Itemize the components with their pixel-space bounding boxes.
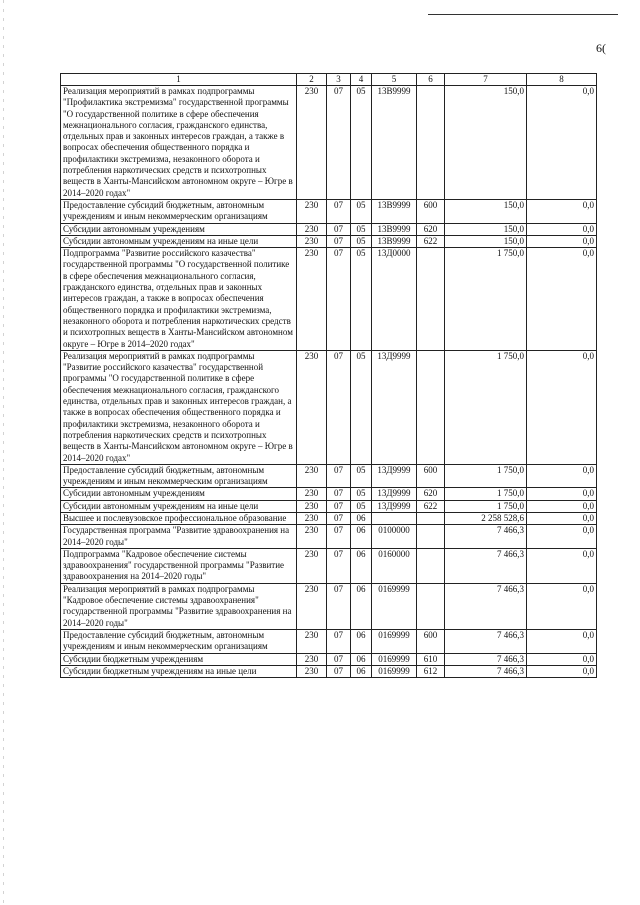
- cell-target-article: 13В9999: [372, 235, 417, 247]
- cell-ministry: 230: [297, 235, 327, 247]
- cell-amount-2: 0,0: [527, 235, 597, 247]
- page-number: 6(: [596, 41, 606, 55]
- cell-amount: 1 750,0: [445, 350, 527, 464]
- cell-amount: 7 466,3: [445, 653, 527, 665]
- cell-amount-2: 0,0: [527, 464, 597, 488]
- cell-amount-2: 0,0: [527, 500, 597, 512]
- cell-target-article: 0169999: [372, 629, 417, 653]
- cell-ministry: 230: [297, 665, 327, 677]
- cell-amount: 1 750,0: [445, 500, 527, 512]
- cell-section: 07: [327, 525, 351, 549]
- cell-target-article: 13Д9999: [372, 488, 417, 500]
- cell-subsection: 05: [351, 248, 372, 351]
- cell-subsection: 06: [351, 548, 372, 583]
- cell-name: Подпрограмма "Развитие российского казачества" государственной программы "О государственной политике в сфере обеспечения межнационального согласия, гражданского единства, отдельных прав и законных интересов граждан, а также в вопросах обеспечения общественного порядка и профилактики экстремизма, незаконного оборота и потребления наркотических средств и психотропных веществ в Ханты-Мансийском автономном округе – Югре в 2014–2020 годах": [61, 248, 297, 351]
- cell-expense-type: 622: [417, 235, 445, 247]
- cell-subsection: 06: [351, 512, 372, 524]
- cell-target-article: 13Д0000: [372, 248, 417, 351]
- cell-ministry: 230: [297, 525, 327, 549]
- cell-subsection: 06: [351, 629, 372, 653]
- cell-expense-type: 600: [417, 464, 445, 488]
- cell-subsection: 05: [351, 350, 372, 464]
- column-header: 5: [372, 74, 417, 86]
- cell-subsection: 05: [351, 500, 372, 512]
- cell-ministry: 230: [297, 583, 327, 629]
- cell-amount-2: 0,0: [527, 665, 597, 677]
- table-row: [61, 235, 597, 247]
- table-row: [61, 464, 597, 488]
- table-row: [61, 583, 597, 629]
- cell-name: Субсидии автономным учреждениям на иные цели: [61, 235, 297, 247]
- cell-name: Реализация мероприятий в рамках подпрограммы "Профилактика экстремизма" государственной программы "О государственной политике в сфере обеспечения межнационального согласия, гражданского единства, отдельных прав и законных интересов граждан, а также в вопросах обеспечения общественного порядка и профилактики экстремизма, незаконного оборота и потребления наркотических средств и психотропных веществ в Ханты-Мансийском автономном округе – Югре в 2014–2020 годах": [61, 86, 297, 200]
- cell-expense-type: 610: [417, 653, 445, 665]
- cell-expense-type: [417, 350, 445, 464]
- cell-amount: 7 466,3: [445, 665, 527, 677]
- cell-subsection: 06: [351, 653, 372, 665]
- cell-target-article: 0169999: [372, 653, 417, 665]
- cell-expense-type: 600: [417, 629, 445, 653]
- cell-ministry: 230: [297, 199, 327, 223]
- cell-amount: 1 750,0: [445, 248, 527, 351]
- cell-target-article: 13В9999: [372, 199, 417, 223]
- cell-section: 07: [327, 235, 351, 247]
- cell-section: 07: [327, 500, 351, 512]
- cell-subsection: 05: [351, 223, 372, 235]
- cell-amount: 1 750,0: [445, 464, 527, 488]
- cell-subsection: 06: [351, 583, 372, 629]
- cell-expense-type: [417, 583, 445, 629]
- cell-name: Реализация мероприятий в рамках подпрограммы "Кадровое обеспечение системы здравоохранения" государственной программы "Развитие здравоохранения на 2014–2020 годы": [61, 583, 297, 629]
- cell-expense-type: 612: [417, 665, 445, 677]
- cell-expense-type: [417, 525, 445, 549]
- cell-name: Государственная программа "Развитие здравоохранения на 2014–2020 годы": [61, 525, 297, 549]
- table-row: [61, 350, 597, 464]
- cell-amount-2: 0,0: [527, 548, 597, 583]
- cell-expense-type: 600: [417, 199, 445, 223]
- cell-amount: 7 466,3: [445, 548, 527, 583]
- cell-section: 07: [327, 464, 351, 488]
- cell-ministry: 230: [297, 248, 327, 351]
- cell-target-article: 13Д9999: [372, 500, 417, 512]
- cell-target-article: 13Д9999: [372, 464, 417, 488]
- table-row: [61, 525, 597, 549]
- table-row: [61, 223, 597, 235]
- cell-ministry: 230: [297, 500, 327, 512]
- cell-name: Предоставление субсидий бюджетным, автономным учреждениям и иным некоммерческим организациям: [61, 629, 297, 653]
- column-header: 6: [417, 74, 445, 86]
- cell-section: 07: [327, 512, 351, 524]
- cell-name: Субсидии бюджетным учреждениям: [61, 653, 297, 665]
- header-row: [61, 74, 597, 86]
- cell-amount-2: 0,0: [527, 653, 597, 665]
- cell-amount-2: 0,0: [527, 248, 597, 351]
- cell-amount: 150,0: [445, 199, 527, 223]
- cell-section: 07: [327, 583, 351, 629]
- cell-expense-type: 622: [417, 500, 445, 512]
- cell-ministry: 230: [297, 488, 327, 500]
- cell-name: Предоставление субсидий бюджетным, автономным учреждениям и иным некоммерческим организациям: [61, 464, 297, 488]
- cell-target-article: 0100000: [372, 525, 417, 549]
- cell-target-article: 13Д9999: [372, 350, 417, 464]
- table-row: [61, 629, 597, 653]
- cell-ministry: 230: [297, 223, 327, 235]
- cell-subsection: 05: [351, 488, 372, 500]
- cell-section: 07: [327, 86, 351, 200]
- cell-amount: 150,0: [445, 235, 527, 247]
- table-row: [61, 86, 597, 200]
- cell-target-article: 0169999: [372, 665, 417, 677]
- table-row: [61, 665, 597, 677]
- column-header: 8: [527, 74, 597, 86]
- cell-target-article: 13В9999: [372, 223, 417, 235]
- cell-subsection: 06: [351, 665, 372, 677]
- table-row: [61, 199, 597, 223]
- cell-section: 07: [327, 488, 351, 500]
- cell-section: 07: [327, 548, 351, 583]
- cell-name: Предоставление субсидий бюджетным, автономным учреждениям и иным некоммерческим организациям: [61, 199, 297, 223]
- cell-section: 07: [327, 223, 351, 235]
- cell-amount: 7 466,3: [445, 629, 527, 653]
- cell-name: Высшее и послевузовское профессиональное образование: [61, 512, 297, 524]
- cell-expense-type: [417, 512, 445, 524]
- cell-amount-2: 0,0: [527, 512, 597, 524]
- cell-amount: 7 466,3: [445, 583, 527, 629]
- cell-ministry: 230: [297, 653, 327, 665]
- column-header: 3: [327, 74, 351, 86]
- cell-amount-2: 0,0: [527, 199, 597, 223]
- cell-name: Реализация мероприятий в рамках подпрограммы "Развитие российского казачества" государственной программы "О государственной политике в сфере обеспечения межнационального согласия, гражданского единства, отдельных прав и законных интересов граждан, а также в вопросах обеспечения общественного порядка и профилактики экстремизма, незаконного оборота и потребления наркотических средств и психотропных веществ в Ханты-Мансийском автономном округе – Югре в 2014–2020 годах": [61, 350, 297, 464]
- table-row: [61, 488, 597, 500]
- cell-amount: 1 750,0: [445, 488, 527, 500]
- cell-name: Подпрограмма "Кадровое обеспечение системы здравоохранения" государственной программы "Развитие здравоохранения на 2014–2020 годы": [61, 548, 297, 583]
- column-header: 7: [445, 74, 527, 86]
- cell-amount: 150,0: [445, 223, 527, 235]
- column-header: 2: [297, 74, 327, 86]
- cell-subsection: 05: [351, 464, 372, 488]
- cell-section: 07: [327, 248, 351, 351]
- table-body: [61, 86, 597, 678]
- cell-target-article: 13В9999: [372, 86, 417, 200]
- cell-amount-2: 0,0: [527, 629, 597, 653]
- cell-section: 07: [327, 665, 351, 677]
- table-row: [61, 248, 597, 351]
- cell-ministry: 230: [297, 464, 327, 488]
- cell-amount-2: 0,0: [527, 350, 597, 464]
- cell-ministry: 230: [297, 512, 327, 524]
- cell-subsection: 06: [351, 525, 372, 549]
- cell-section: 07: [327, 199, 351, 223]
- top-rule: [428, 14, 618, 15]
- cell-amount-2: 0,0: [527, 223, 597, 235]
- cell-expense-type: 620: [417, 488, 445, 500]
- cell-ministry: 230: [297, 548, 327, 583]
- budget-table: [60, 73, 597, 678]
- scan-edge-marks: [3, 0, 4, 905]
- table-row: [61, 653, 597, 665]
- cell-amount-2: 0,0: [527, 86, 597, 200]
- table-row: [61, 548, 597, 583]
- cell-expense-type: [417, 548, 445, 583]
- cell-amount-2: 0,0: [527, 525, 597, 549]
- table-row: [61, 512, 597, 524]
- cell-subsection: 05: [351, 235, 372, 247]
- column-header: 1: [61, 74, 297, 86]
- cell-target-article: 0160000: [372, 548, 417, 583]
- cell-expense-type: [417, 86, 445, 200]
- cell-subsection: 05: [351, 86, 372, 200]
- cell-section: 07: [327, 629, 351, 653]
- cell-ministry: 230: [297, 350, 327, 464]
- cell-amount-2: 0,0: [527, 583, 597, 629]
- cell-amount-2: 0,0: [527, 488, 597, 500]
- cell-target-article: [372, 512, 417, 524]
- cell-expense-type: [417, 248, 445, 351]
- cell-expense-type: 620: [417, 223, 445, 235]
- cell-section: 07: [327, 653, 351, 665]
- cell-ministry: 230: [297, 629, 327, 653]
- cell-amount: 2 258 528,6: [445, 512, 527, 524]
- cell-target-article: 0169999: [372, 583, 417, 629]
- cell-section: 07: [327, 350, 351, 464]
- cell-name: Субсидии автономным учреждениям: [61, 223, 297, 235]
- cell-subsection: 05: [351, 199, 372, 223]
- cell-amount: 7 466,3: [445, 525, 527, 549]
- cell-name: Субсидии автономным учреждениям: [61, 488, 297, 500]
- cell-name: Субсидии бюджетным учреждениям на иные цели: [61, 665, 297, 677]
- cell-amount: 150,0: [445, 86, 527, 200]
- column-header: 4: [351, 74, 372, 86]
- cell-name: Субсидии автономным учреждениям на иные цели: [61, 500, 297, 512]
- cell-ministry: 230: [297, 86, 327, 200]
- table-row: [61, 500, 597, 512]
